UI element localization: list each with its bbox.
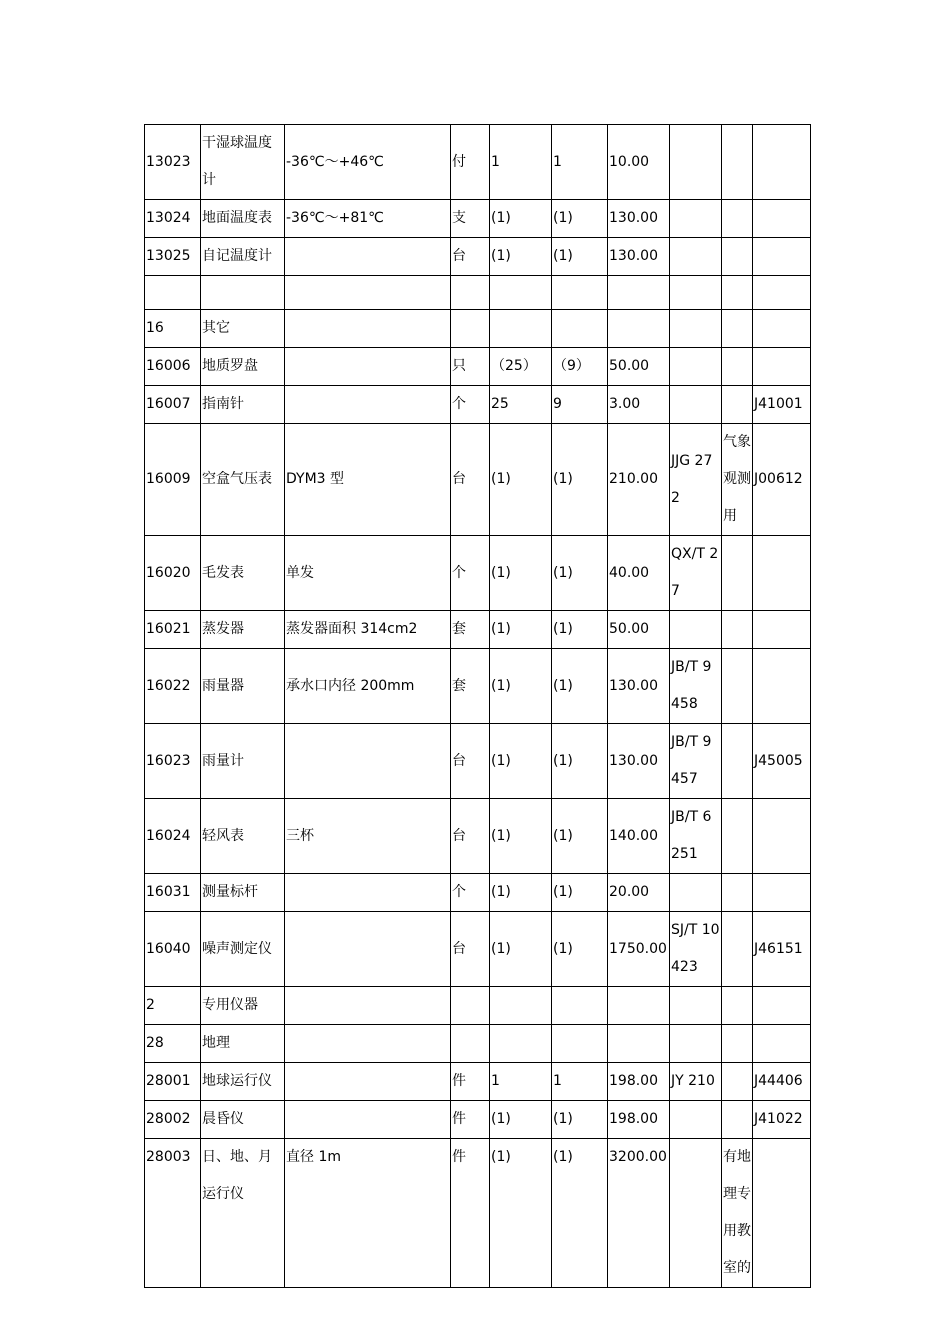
cell-unit [451, 1025, 490, 1063]
cell-code: 16007 [145, 386, 201, 424]
cell-qty-a: (1) [490, 799, 552, 874]
cell-standard [670, 1025, 722, 1063]
cell-code: 16006 [145, 348, 201, 386]
cell-qty-b: 1 [552, 125, 608, 200]
cell-name: 噪声测定仪 [201, 912, 285, 987]
cell-unit: 台 [451, 424, 490, 536]
cell-ref-code [753, 310, 811, 348]
cell-spec [285, 1025, 451, 1063]
cell-note [722, 1025, 753, 1063]
cell-name: 雨量器 [201, 649, 285, 724]
cell-qty-a: 1 [490, 1063, 552, 1101]
cell-ref-code [753, 276, 811, 310]
table-row [145, 125, 811, 200]
table-row [145, 1139, 811, 1288]
cell-qty-b: 9 [552, 386, 608, 424]
table-row [145, 987, 811, 1025]
table-row [145, 912, 811, 987]
cell-name: 地质罗盘 [201, 348, 285, 386]
cell-qty-b [552, 276, 608, 310]
cell-unit: 个 [451, 386, 490, 424]
cell-name: 空盒气压表 [201, 424, 285, 536]
cell-name: 蒸发器 [201, 611, 285, 649]
cell-note [722, 724, 753, 799]
cell-qty-b: (1) [552, 649, 608, 724]
cell-name: 晨昏仪 [201, 1101, 285, 1139]
cell-qty-a [490, 276, 552, 310]
cell-price: 130.00 [608, 724, 670, 799]
cell-standard [670, 310, 722, 348]
cell-standard: JB/T 6251 [670, 799, 722, 874]
table-row [145, 536, 811, 611]
table-row [145, 874, 811, 912]
cell-ref-code [753, 348, 811, 386]
table-row [145, 724, 811, 799]
cell-note [722, 912, 753, 987]
cell-ref-code [753, 611, 811, 649]
cell-ref-code [753, 536, 811, 611]
cell-unit [451, 987, 490, 1025]
cell-note [722, 125, 753, 200]
cell-unit: 支 [451, 200, 490, 238]
cell-qty-a [490, 987, 552, 1025]
cell-spec: 单发 [285, 536, 451, 611]
cell-qty-a: (1) [490, 1139, 552, 1288]
table-row [145, 424, 811, 536]
cell-name: 指南针 [201, 386, 285, 424]
cell-qty-b: (1) [552, 912, 608, 987]
cell-name: 地理 [201, 1025, 285, 1063]
cell-name: 轻风表 [201, 799, 285, 874]
cell-unit: 件 [451, 1101, 490, 1139]
cell-name: 地面温度表 [201, 200, 285, 238]
cell-name: 自记温度计 [201, 238, 285, 276]
cell-standard [670, 611, 722, 649]
cell-code: 13024 [145, 200, 201, 238]
cell-spec [285, 386, 451, 424]
cell-standard [670, 348, 722, 386]
cell-price: 130.00 [608, 649, 670, 724]
cell-standard: JY 210 [670, 1063, 722, 1101]
table-row [145, 611, 811, 649]
cell-code: 16040 [145, 912, 201, 987]
cell-note [722, 386, 753, 424]
cell-ref-code: J44406 [753, 1063, 811, 1101]
cell-unit: 台 [451, 724, 490, 799]
cell-ref-code: J41022 [753, 1101, 811, 1139]
table-row [145, 649, 811, 724]
cell-standard: SJ/T 10423 [670, 912, 722, 987]
cell-code: 16009 [145, 424, 201, 536]
table-row [145, 348, 811, 386]
cell-ref-code [753, 1139, 811, 1288]
cell-unit: 台 [451, 799, 490, 874]
cell-code: 16022 [145, 649, 201, 724]
cell-spec [285, 987, 451, 1025]
cell-ref-code [753, 799, 811, 874]
cell-note: 有地理专用教室的 [722, 1139, 753, 1288]
cell-standard [670, 200, 722, 238]
cell-price [608, 276, 670, 310]
cell-ref-code: J00612 [753, 424, 811, 536]
cell-code [145, 276, 201, 310]
cell-qty-b: (1) [552, 611, 608, 649]
cell-qty-b: (1) [552, 238, 608, 276]
cell-spec [285, 310, 451, 348]
cell-standard [670, 874, 722, 912]
cell-note [722, 649, 753, 724]
cell-standard [670, 238, 722, 276]
cell-spec [285, 912, 451, 987]
cell-qty-b: (1) [552, 874, 608, 912]
cell-standard [670, 1139, 722, 1288]
cell-spec: 承水口内径 200mm [285, 649, 451, 724]
table-row [145, 238, 811, 276]
cell-spec [285, 1063, 451, 1101]
cell-name: 干湿球温度计 [201, 125, 285, 200]
cell-price: 3.00 [608, 386, 670, 424]
cell-unit: 台 [451, 912, 490, 987]
cell-price: 130.00 [608, 200, 670, 238]
cell-spec [285, 1101, 451, 1139]
cell-name: 专用仪器 [201, 987, 285, 1025]
cell-qty-a: (1) [490, 1101, 552, 1139]
cell-ref-code [753, 238, 811, 276]
cell-code: 28003 [145, 1139, 201, 1288]
cell-qty-b [552, 1025, 608, 1063]
cell-price: 210.00 [608, 424, 670, 536]
cell-qty-b [552, 310, 608, 348]
cell-price: 198.00 [608, 1063, 670, 1101]
cell-note [722, 200, 753, 238]
cell-qty-a: (1) [490, 912, 552, 987]
cell-note [722, 276, 753, 310]
cell-spec [285, 238, 451, 276]
cell-standard [670, 987, 722, 1025]
cell-ref-code [753, 1025, 811, 1063]
cell-unit: 件 [451, 1063, 490, 1101]
cell-standard [670, 276, 722, 310]
cell-code: 28002 [145, 1101, 201, 1139]
cell-price: 198.00 [608, 1101, 670, 1139]
cell-name: 地球运行仪 [201, 1063, 285, 1101]
cell-code: 16021 [145, 611, 201, 649]
cell-spec: DYM3 型 [285, 424, 451, 536]
cell-note [722, 611, 753, 649]
cell-name: 测量标杆 [201, 874, 285, 912]
cell-qty-a: (1) [490, 724, 552, 799]
cell-unit: 件 [451, 1139, 490, 1288]
table-body [145, 125, 811, 1288]
cell-price: 140.00 [608, 799, 670, 874]
cell-qty-a: (1) [490, 238, 552, 276]
cell-ref-code [753, 200, 811, 238]
cell-unit: 个 [451, 536, 490, 611]
table-row [145, 1025, 811, 1063]
table-row [145, 310, 811, 348]
cell-ref-code [753, 874, 811, 912]
cell-price: 130.00 [608, 238, 670, 276]
cell-qty-b: (1) [552, 1101, 608, 1139]
cell-qty-a: 1 [490, 125, 552, 200]
cell-ref-code [753, 649, 811, 724]
cell-qty-a: (1) [490, 200, 552, 238]
cell-spec: -36℃～+46℃ [285, 125, 451, 200]
cell-qty-b: (1) [552, 799, 608, 874]
cell-unit: 个 [451, 874, 490, 912]
cell-qty-b: 1 [552, 1063, 608, 1101]
table-row [145, 799, 811, 874]
cell-note [722, 536, 753, 611]
cell-price: 1750.00 [608, 912, 670, 987]
cell-spec [285, 348, 451, 386]
cell-note [722, 310, 753, 348]
cell-standard: JB/T 9457 [670, 724, 722, 799]
cell-code: 16 [145, 310, 201, 348]
cell-qty-a: (1) [490, 536, 552, 611]
cell-note [722, 348, 753, 386]
cell-standard: JJG 272 [670, 424, 722, 536]
cell-code: 2 [145, 987, 201, 1025]
cell-code: 16031 [145, 874, 201, 912]
cell-note [722, 1101, 753, 1139]
cell-code: 16023 [145, 724, 201, 799]
cell-qty-b: (1) [552, 536, 608, 611]
cell-price [608, 987, 670, 1025]
cell-note [722, 987, 753, 1025]
cell-price [608, 310, 670, 348]
cell-standard [670, 386, 722, 424]
table-row [145, 276, 811, 310]
cell-name: 雨量计 [201, 724, 285, 799]
cell-qty-b: （9） [552, 348, 608, 386]
cell-qty-a [490, 1025, 552, 1063]
cell-name: 日、地、月运行仪 [201, 1139, 285, 1288]
table-row [145, 200, 811, 238]
equipment-table [144, 124, 811, 1288]
cell-qty-b: (1) [552, 724, 608, 799]
cell-unit: 只 [451, 348, 490, 386]
cell-note [722, 1063, 753, 1101]
cell-code: 28001 [145, 1063, 201, 1101]
cell-standard [670, 1101, 722, 1139]
cell-price: 20.00 [608, 874, 670, 912]
cell-name: 毛发表 [201, 536, 285, 611]
cell-spec: 直径 1m [285, 1139, 451, 1288]
cell-code: 28 [145, 1025, 201, 1063]
table-row [145, 1063, 811, 1101]
cell-standard: QX/T 27 [670, 536, 722, 611]
cell-note [722, 874, 753, 912]
cell-qty-b: (1) [552, 200, 608, 238]
cell-spec [285, 874, 451, 912]
cell-spec: -36℃～+81℃ [285, 200, 451, 238]
cell-spec: 三杯 [285, 799, 451, 874]
cell-qty-a [490, 310, 552, 348]
cell-spec [285, 276, 451, 310]
cell-spec [285, 724, 451, 799]
cell-price: 50.00 [608, 348, 670, 386]
cell-code: 16024 [145, 799, 201, 874]
cell-unit [451, 310, 490, 348]
cell-name: 其它 [201, 310, 285, 348]
cell-ref-code: J41001 [753, 386, 811, 424]
cell-note: 气象观测用 [722, 424, 753, 536]
cell-ref-code [753, 987, 811, 1025]
table-row [145, 386, 811, 424]
cell-unit [451, 276, 490, 310]
cell-spec: 蒸发器面积 314cm2 [285, 611, 451, 649]
cell-qty-b: (1) [552, 424, 608, 536]
cell-ref-code [753, 125, 811, 200]
cell-note [722, 799, 753, 874]
cell-qty-b [552, 987, 608, 1025]
cell-code: 13023 [145, 125, 201, 200]
table-row [145, 1101, 811, 1139]
cell-price [608, 1025, 670, 1063]
cell-name [201, 276, 285, 310]
cell-qty-a: (1) [490, 424, 552, 536]
cell-note [722, 238, 753, 276]
cell-unit: 套 [451, 611, 490, 649]
cell-unit: 套 [451, 649, 490, 724]
cell-code: 16020 [145, 536, 201, 611]
cell-standard: JB/T 9458 [670, 649, 722, 724]
cell-unit: 付 [451, 125, 490, 200]
cell-qty-a: 25 [490, 386, 552, 424]
cell-price: 50.00 [608, 611, 670, 649]
cell-price: 40.00 [608, 536, 670, 611]
cell-standard [670, 125, 722, 200]
cell-ref-code: J46151 [753, 912, 811, 987]
cell-unit: 台 [451, 238, 490, 276]
cell-price: 10.00 [608, 125, 670, 200]
cell-qty-b: (1) [552, 1139, 608, 1288]
cell-code: 13025 [145, 238, 201, 276]
cell-qty-a: (1) [490, 649, 552, 724]
cell-ref-code: J45005 [753, 724, 811, 799]
cell-qty-a: (1) [490, 611, 552, 649]
cell-qty-a: （25） [490, 348, 552, 386]
cell-qty-a: (1) [490, 874, 552, 912]
cell-price: 3200.00 [608, 1139, 670, 1288]
